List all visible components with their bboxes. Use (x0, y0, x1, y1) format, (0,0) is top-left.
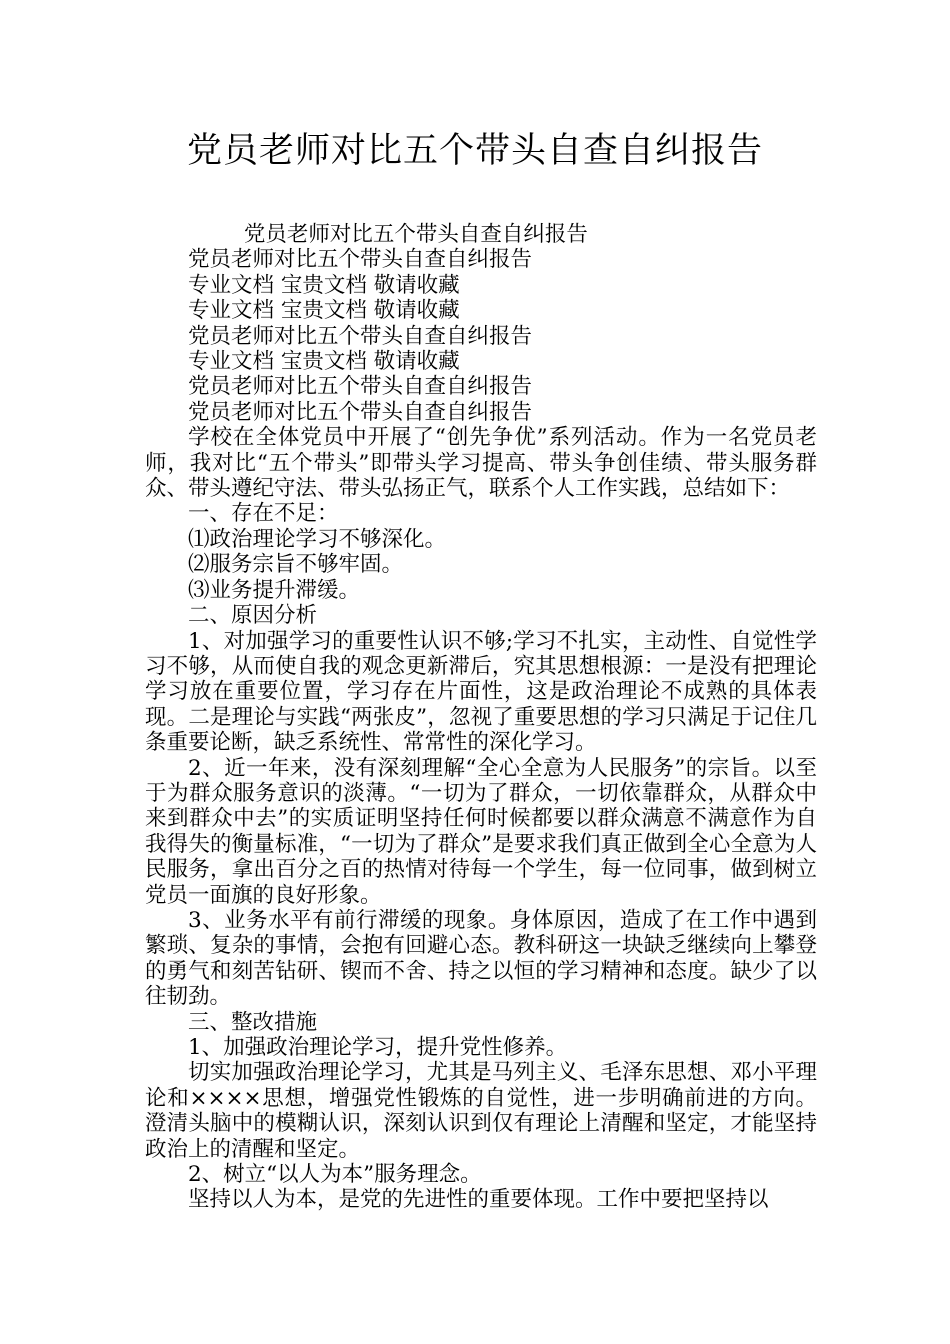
body-paragraph: 党员老师对比五个带头自查自纠报告 (188, 323, 533, 349)
body-paragraph: 切实加强政治理论学习，尤其是马列主义、毛泽东思想、邓小平理论和××××思想，增强党性锻炼的自觉性，进一步明确前进的方向。澄清头脑中的模糊认识，深刻认识到仅有理论上清醒和坚定，才能坚持政治上的清醒和坚定。 (145, 1060, 817, 1162)
subsection-heading: 1、加强政治理论学习，提升党性修养。 (188, 1035, 568, 1060)
document-title: 党员老师对比五个带头自查自纠报告 (186, 131, 763, 171)
subsection-heading: 2、树立“以人为本”服务理念。 (188, 1162, 482, 1188)
document-body (145, 222, 817, 1213)
list-item: ⑴政治理论学习不够深化。 (188, 526, 447, 552)
body-paragraph: 3、业务水平有前行滞缓的现象。身体原因，造成了在工作中遇到繁琐、复杂的事情，会抱有回避心态。教科研这一块缺乏继续向上攀登的勇气和刻苦钻研、锲而不舍、持之以恒的学习精神和态度。缺少了以往韧劲。 (145, 907, 817, 1010)
body-paragraph: 党员老师对比五个带头自查自纠报告 (188, 247, 533, 273)
body-paragraph: 党员老师对比五个带头自查自纠报告 (188, 374, 533, 400)
body-paragraph: 1、对加强学习的重要性认识不够;学习不扎实，主动性、自觉性学习不够，从而使自我的观念更新滞后，究其思想根源：一是没有把理论学习放在重要位置，学习存在片面性，这是政治理论不成熟的具体表现。二是理论与实践“两张皮”，忽视了重要思想的学习只满足于记住几条重要论断，缺乏系统性、常常性的深化学习。 (145, 628, 817, 756)
section-heading: 二、原因分析 (188, 603, 318, 629)
list-item: ⑶业务提升滞缓。 (188, 577, 361, 603)
body-paragraph: 党员老师对比五个带头自查自纠报告 (188, 399, 533, 425)
section-heading: 三、整改措施 (188, 1009, 318, 1035)
body-paragraph: 专业文档 宝贵文档 敬请收藏 (188, 298, 460, 324)
body-paragraph: 专业文档 宝贵文档 敬请收藏 (188, 272, 460, 298)
section-heading: 一、存在不足： (188, 501, 339, 527)
body-paragraph: 学校在全体党员中开展了“创先争优”系列活动。作为一名党员老师，我对比“五个带头”即带头学习提高、带头争创佳绩、带头服务群众、带头遵纪守法、带头弘扬正气，联系个人工作实践，总结如下： (145, 425, 817, 502)
list-item: ⑵服务宗旨不够牢固。 (188, 552, 404, 578)
body-paragraph: 专业文档 宝贵文档 敬请收藏 (188, 349, 460, 375)
body-paragraph: 坚持以人为本，是党的先进性的重要体现。工作中要把坚持以 (188, 1187, 769, 1213)
body-paragraph: 2、近一年来，没有深刻理解“全心全意为人民服务”的宗旨。以至于为群众服务意识的淡薄。“一切为了群众，一切依靠群众，从群众中来到群众中去”的实质证明坚持任何时候都要以群众满意不满意作为自我得失的衡量标准，“一切为了群众”是要求我们真正做到全心全意为人民服务，拿出百分之百的热情对待每一个学生，每一位同事，做到树立党员一面旗的良好形象。 (145, 755, 817, 908)
body-paragraph: 党员老师对比五个带头自查自纠报告 (243, 222, 588, 247)
